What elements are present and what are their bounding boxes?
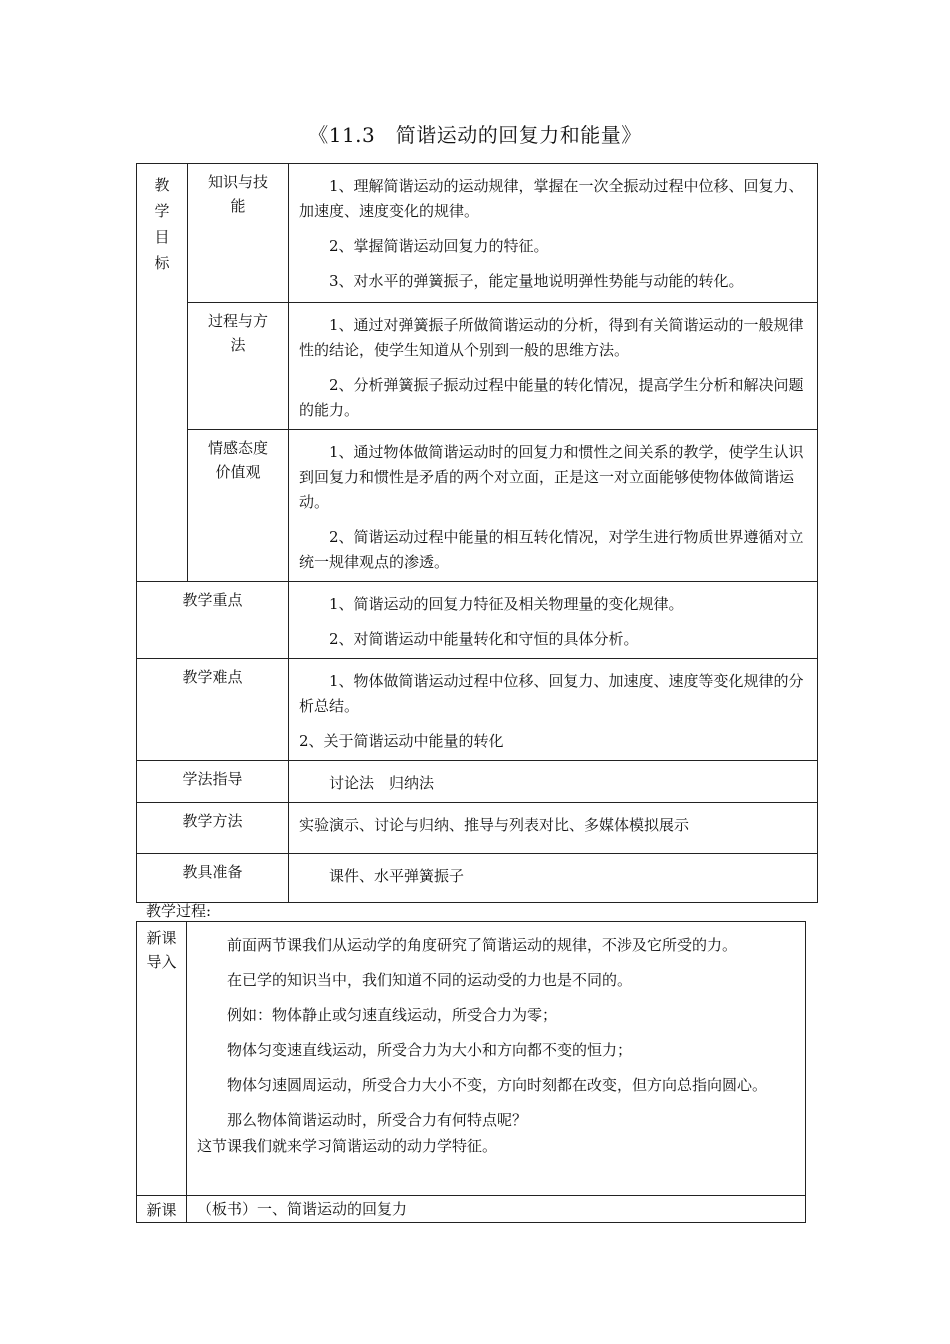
process-content (289, 303, 818, 430)
key-points-label: 教学重点 (137, 582, 289, 659)
page-title: 《11.3 简谐运动的回复力和能量》 (308, 123, 642, 147)
difficulty-item: 1、物体做简谐运动过程中位移、回复力、加速度、速度等变化规律的分析总结。 (299, 672, 804, 715)
emotion-label: 情感态度 价值观 (188, 430, 289, 582)
knowledge-content (289, 164, 818, 303)
process-label: 过程与方 法 (188, 303, 289, 430)
difficulties-content (289, 659, 818, 761)
study-guide-label: 学法指导 (137, 761, 289, 803)
intro-paragraph: 前面两节课我们从运动学的角度研究了简谐运动的规律，不涉及它所受的力。 (227, 936, 738, 954)
intro-label: 新课 导入 (137, 922, 187, 1196)
key-points-content (289, 582, 818, 659)
intro-paragraph: 这节课我们就来学习简谐运动的动力学特征。 (197, 1137, 498, 1155)
tools-content: 课件、水平弹簧振子 (289, 854, 818, 903)
intro-paragraph: 物体匀变速直线运动，所受合力为大小和方向都不变的恒力； (227, 1041, 633, 1059)
tools-label: 教具准备 (137, 854, 289, 903)
intro-paragraph: 例如：物体静止或匀速直线运动，所受合力为零； (227, 1006, 558, 1024)
objective-item: 1、通过物体做简谐运动时的回复力和惯性之间关系的教学，使学生认识到回复力和惯性是矛盾的两个对立面，正是这一对立面能够使物体做简谐运动。 (299, 443, 804, 511)
knowledge-label: 知识与技 能 (188, 164, 289, 303)
objective-item: 1、通过对弹簧振子所做简谐运动的分析，得到有关简谐运动的一般规律性的结论，使学生知道从个别到一般的思维方法。 (299, 316, 804, 359)
objective-item: 2、分析弹簧振子振动过程中能量的转化情况，提高学生分析和解决问题的能力。 (299, 376, 804, 419)
new-lesson-content: （板书）一、简谐运动的回复力 (187, 1196, 806, 1223)
objective-item: 2、掌握简谐运动回复力的特征。 (329, 237, 549, 255)
lesson-plan-table (136, 163, 818, 903)
key-point-item: 2、对简谐运动中能量转化和守恒的具体分析。 (329, 630, 639, 648)
objective-item: 2、简谐运动过程中能量的相互转化情况，对学生进行物质世界遵循对立统一规律观点的渗透。 (299, 528, 804, 571)
new-lesson-label: 新课 (137, 1196, 187, 1223)
intro-paragraph: 在已学的知识当中，我们知道不同的运动受的力也是不同的。 (227, 971, 633, 989)
objectives-header: 教 学 目 标 (137, 164, 188, 582)
objective-item: 1、理解简谐运动的运动规律，掌握在一次全振动过程中位移、回复力、加速度、速度变化的规律。 (299, 177, 804, 220)
objective-item: 3、对水平的弹簧振子，能定量地说明弹性势能与动能的转化。 (329, 272, 744, 290)
key-point-item: 1、简谐运动的回复力特征及相关物理量的变化规律。 (329, 595, 684, 613)
difficulties-label: 教学难点 (137, 659, 289, 761)
intro-content (187, 922, 806, 1196)
emotion-content (289, 430, 818, 582)
process-section-label: 教学过程: (146, 902, 212, 920)
intro-paragraph: 物体匀速圆周运动，所受合力大小不变，方向时刻都在改变，但方向总指向圆心。 (227, 1076, 768, 1094)
teaching-process-table (136, 921, 806, 1223)
difficulty-item: 2、关于简谐运动中能量的转化 (299, 732, 504, 750)
intro-paragraph: 那么物体简谐运动时，所受合力有何特点呢？ (227, 1111, 528, 1129)
study-guide-content: 讨论法 归纳法 (289, 761, 818, 803)
methods-label: 教学方法 (137, 803, 289, 854)
methods-content: 实验演示、讨论与归纳、推导与列表对比、多媒体模拟展示 (289, 803, 818, 854)
